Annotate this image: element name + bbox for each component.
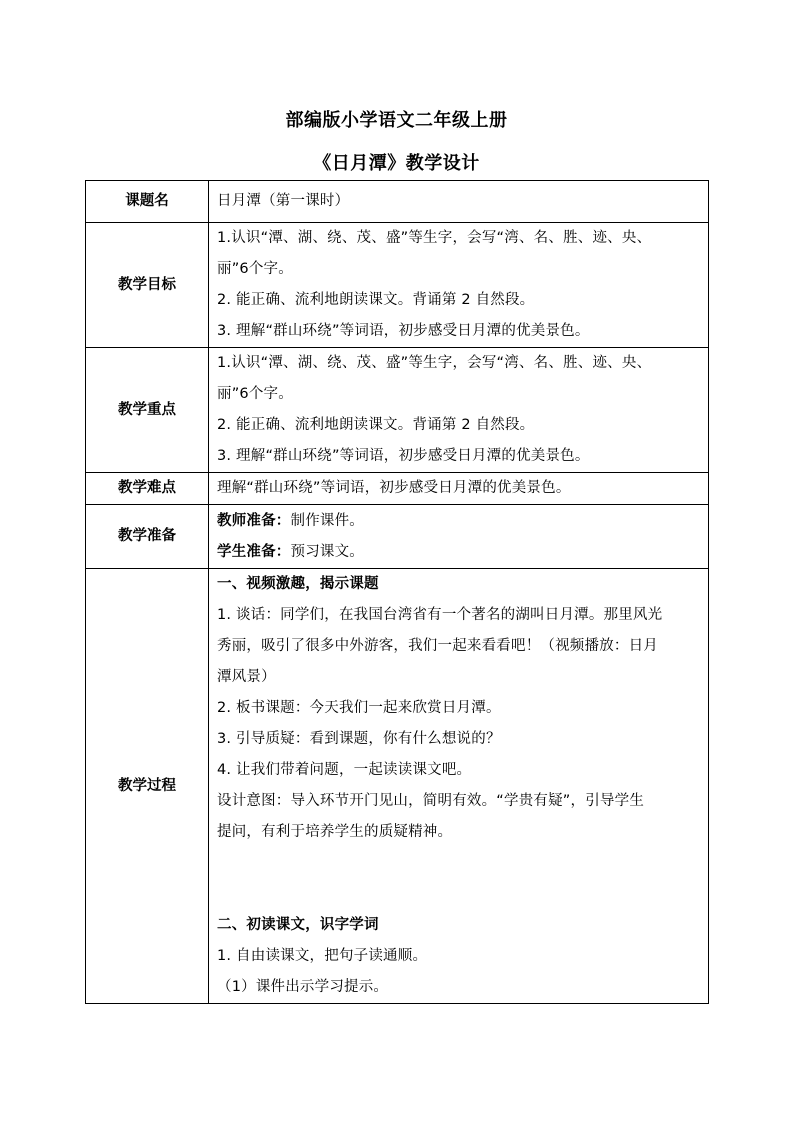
document-subtitle: 《日月潭》教学设计 — [313, 153, 480, 174]
focus-line: 1.认识“潭、湖、绕、茂、盛”等生字，会写“湾、名、胜、迹、央、 — [217, 355, 652, 371]
process-line: 3. 引导质疑：看到课题，你有什么想说的？ — [217, 731, 501, 747]
label-teaching-process: 教学过程 — [86, 569, 209, 1004]
process-line: 2. 板书课题：今天我们一起来欣赏日月潭。 — [217, 700, 501, 716]
process-section1-heading: 一、视频激趣，揭示课题 — [217, 576, 379, 592]
value-teaching-goals — [209, 223, 709, 348]
value-lesson-name: 日月潭（第一课时） — [209, 181, 709, 223]
process-line: （1）课件出示学习提示。 — [217, 979, 389, 995]
goal-line: 3. 理解“群山环绕”等词语，初步感受日月潭的优美景色。 — [217, 323, 590, 339]
blank-space — [217, 848, 702, 910]
table-row-teaching-goals — [86, 223, 709, 348]
process-section2-heading: 二、初读课文，识字学词 — [217, 917, 379, 933]
goal-line: 1.认识“潭、湖、绕、茂、盛”等生字，会写“湾、名、胜、迹、央、 — [217, 230, 652, 246]
goal-line: 2. 能正确、流利地朗读课文。背诵第 2 自然段。 — [217, 292, 535, 308]
teacher-prep-line — [217, 506, 702, 537]
process-line: 潭风景） — [217, 669, 276, 685]
focus-line: 3. 理解“群山环绕”等词语，初步感受日月潭的优美景色。 — [217, 448, 590, 464]
label-teaching-difficulty: 教学难点 — [86, 473, 209, 505]
student-prep-line — [217, 537, 702, 568]
table-row-lesson-name — [86, 181, 709, 223]
value-teaching-preparation — [209, 505, 709, 569]
process-line: 1. 谈话：同学们，在我国台湾省有一个著名的湖叫日月潭。那里风光 — [217, 607, 663, 623]
teacher-prep-label: 教师准备： — [217, 512, 291, 529]
label-teaching-goals: 教学目标 — [86, 223, 209, 348]
lesson-plan-table — [85, 180, 709, 1004]
process-line: 秀丽，吸引了很多中外游客，我们一起来看看吧！（视频播放：日月 — [217, 638, 658, 654]
goal-line: 丽”6个字。 — [217, 261, 293, 277]
student-prep-value: 预习课文。 — [290, 543, 364, 560]
student-prep-label: 学生准备： — [217, 543, 291, 560]
focus-line: 2. 能正确、流利地朗读课文。背诵第 2 自然段。 — [217, 417, 535, 433]
table-row-teaching-preparation — [86, 505, 709, 569]
label-lesson-name: 课题名 — [86, 181, 209, 223]
table-row-teaching-difficulty — [86, 473, 709, 505]
value-teaching-difficulty: 理解“群山环绕”等词语，初步感受日月潭的优美景色。 — [209, 473, 709, 505]
process-line: 1. 自由读课文，把句子读通顺。 — [217, 948, 428, 964]
teacher-prep-value: 制作课件。 — [290, 512, 364, 529]
process-line: 提问，有利于培养学生的质疑精神。 — [217, 824, 453, 840]
process-line: 4. 让我们带着问题，一起读读课文吧。 — [217, 762, 472, 778]
value-teaching-process — [209, 569, 709, 1004]
document-title: 部编版小学语文二年级上册 — [285, 110, 508, 131]
focus-line: 丽”6个字。 — [217, 386, 293, 402]
table-row-teaching-process — [86, 569, 709, 1004]
value-teaching-focus — [209, 348, 709, 473]
process-line: 设计意图：导入环节开门见山，简明有效。“学贵有疑”，引导学生 — [217, 793, 645, 809]
label-teaching-preparation: 教学准备 — [86, 505, 209, 569]
label-teaching-focus: 教学重点 — [86, 348, 209, 473]
table-row-teaching-focus — [86, 348, 709, 473]
